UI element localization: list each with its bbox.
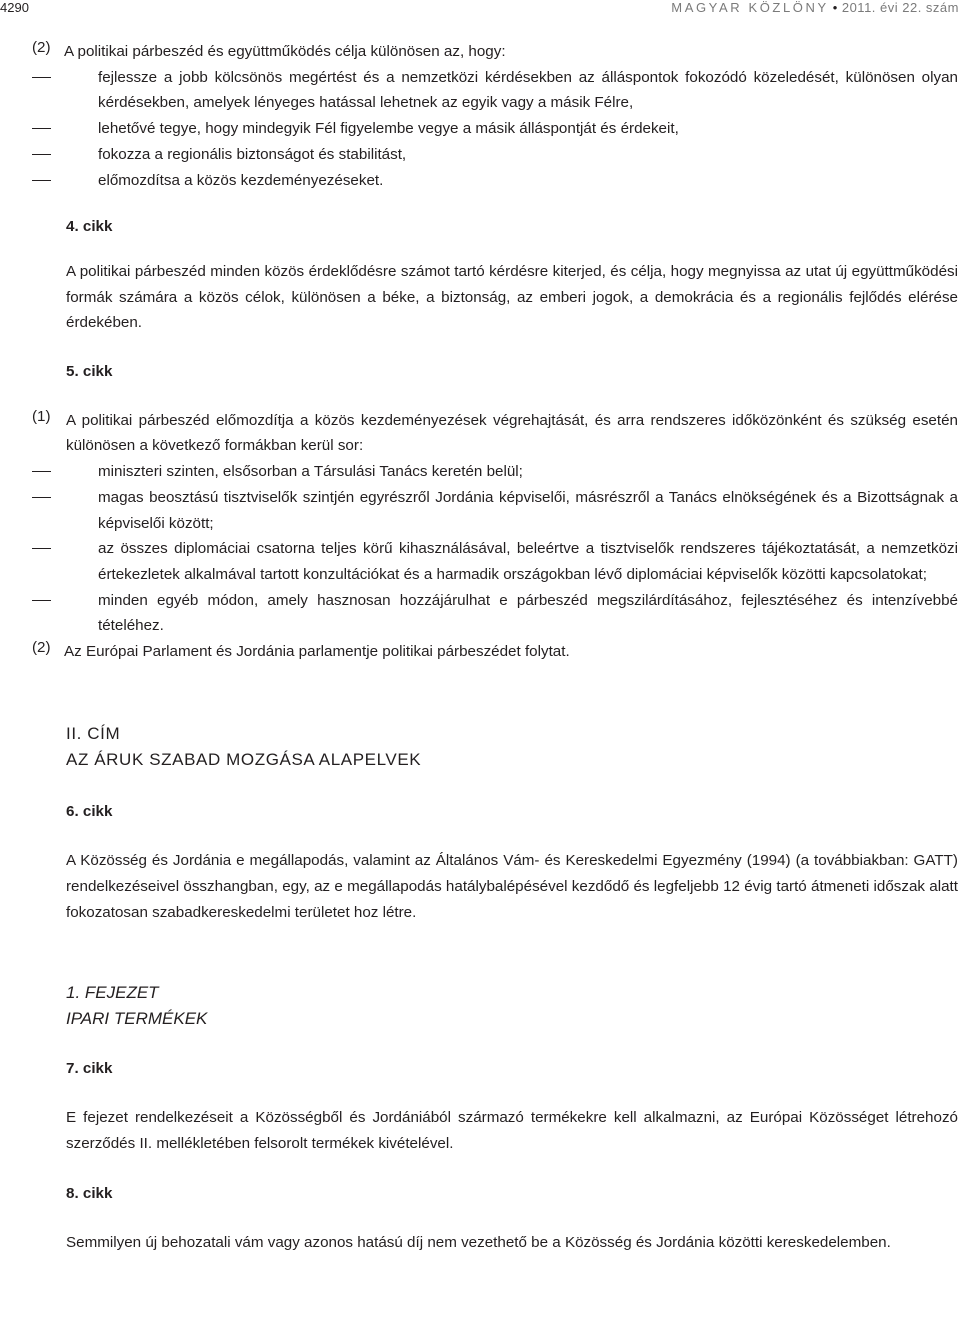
dash-list: [66, 459, 958, 639]
list-item: minden egyéb módon, amely hasznosan hozzájárulhat e párbeszéd megszilárdításához, fejlesztéséhez és intenzívebbé tételéhez.: [32, 588, 958, 639]
bullet-separator-icon: •: [832, 0, 838, 15]
document-body: [32, 39, 958, 1256]
title-name: AZ ÁRUK SZABAD MOZGÁSA ALAPELVEK: [66, 749, 422, 769]
paragraph-intro: A politikai párbeszéd előmozdítja a közös kezdeményezések végrehajtását, és arra rendszeres időközönként és szükség esetén különösen a következő formákban kerül sor:: [66, 411, 958, 455]
paragraph-5-2: [32, 639, 958, 665]
article-6-heading: 6. cikk: [66, 802, 113, 820]
article-5-heading: 5. cikk: [66, 363, 113, 381]
title-label: II. CÍM: [66, 723, 121, 743]
journal-masthead: [671, 0, 959, 15]
paragraph-text: Az Európai Parlament és Jordánia parlamentje politikai párbeszédet folytat.: [64, 643, 570, 661]
paragraph-5-1: [32, 408, 958, 459]
dash-icon: [32, 180, 51, 181]
article-8-text: Semmilyen új behozatali vám vagy azonos hatású díj nem vezethető be a Közösség és Jordánia közötti kereskedelemben.: [66, 1234, 891, 1252]
article-4-heading: 4. cikk: [66, 218, 113, 236]
list-item: az összes diplomáciai csatorna teljes körű kihasználásával, beleértve a tisztviselők rendszeres tájékoztatását, a nemzetközi értekezletek alkalmával tartott konzultációkat és a harmadik országokban lévő diplomáciai képviselők közötti kapcsolatokat;: [32, 536, 958, 587]
list-item: magas beosztású tisztviselők szintjén egyrészről Jordánia képviselői, másrészről a Tanács elnökségének és a Bizottságnak a képviselői között;: [32, 485, 958, 536]
dash-icon: [32, 600, 51, 601]
paragraph-number: (2): [32, 39, 51, 56]
chapter-name: IPARI TERMÉKEK: [66, 1008, 208, 1028]
issue-label: 2011. évi 22. szám: [841, 0, 959, 15]
paragraph-intro: A politikai párbeszéd és együttműködés célja különösen az, hogy:: [64, 43, 506, 60]
article-8-heading: 8. cikk: [66, 1184, 113, 1202]
page-number: 4290: [0, 0, 29, 15]
article-6-text: A Közösség és Jordánia e megállapodás, valamint az Általános Vám- és Kereskedelmi Egyezmény (1994) (a továbbiakban: GATT) rendelkezéseivel összhangban, egy, az e megállapodás hatálybalépésével kezdődő és legfeljebb 12 évig tartó átmeneti időszak alatt fokozatosan szabadkereskedelmi területet hoz létre.: [66, 852, 958, 921]
list-item: előmozdítsa a közös kezdeményezéseket.: [32, 168, 958, 194]
dash-icon: [32, 154, 51, 155]
list-item: fejlessze a jobb kölcsönös megértést és a nemzetközi kérdésekben az álláspontok fokozódó közeledését, különösen olyan kérdésekben, amelyek lényeges hatással lehetnek az egyik vagy a másik Félre,: [32, 65, 958, 116]
dash-icon: [32, 548, 51, 549]
chapter-label: 1. FEJEZET: [66, 982, 159, 1002]
page-header: [0, 0, 960, 18]
paragraph-number: (1): [32, 407, 51, 425]
list-item: miniszteri szinten, elsősorban a Társulási Tanács keretén belül;: [32, 459, 958, 485]
article-4-text: A politikai párbeszéd minden közös érdeklődésre számot tartó kérdésre kiterjed, és célja, hogy megnyissa az utat új együttműködési formák számára a közös célok, különösen a béke, a biztonság, az emberi jogok, a demokrácia és a regionális fejlődés elérése érdekében.: [66, 262, 958, 332]
paragraph-number: (2): [32, 639, 51, 657]
dash-icon: [32, 497, 51, 498]
article-7-heading: 7. cikk: [66, 1059, 113, 1077]
dash-icon: [32, 471, 51, 472]
list-item: fokozza a regionális biztonságot és stabilitást,: [32, 142, 958, 168]
dash-icon: [32, 128, 51, 129]
list-item: lehetővé tegye, hogy mindegyik Fél figyelembe vegye a másik álláspontját és érdekeit,: [32, 116, 958, 142]
paragraph-3-2: [32, 39, 958, 65]
journal-name: MAGYAR KÖZLÖNY: [671, 0, 829, 15]
article-7-text: E fejezet rendelkezéseit a Közösségből és Jordániából származó termékekre kell alkalmazni, az Európai Közösséget létrehozó szerződés II. mellékletében felsorolt termékek kivételével.: [66, 1109, 958, 1152]
dash-list: [66, 65, 958, 194]
dash-icon: [32, 77, 51, 78]
